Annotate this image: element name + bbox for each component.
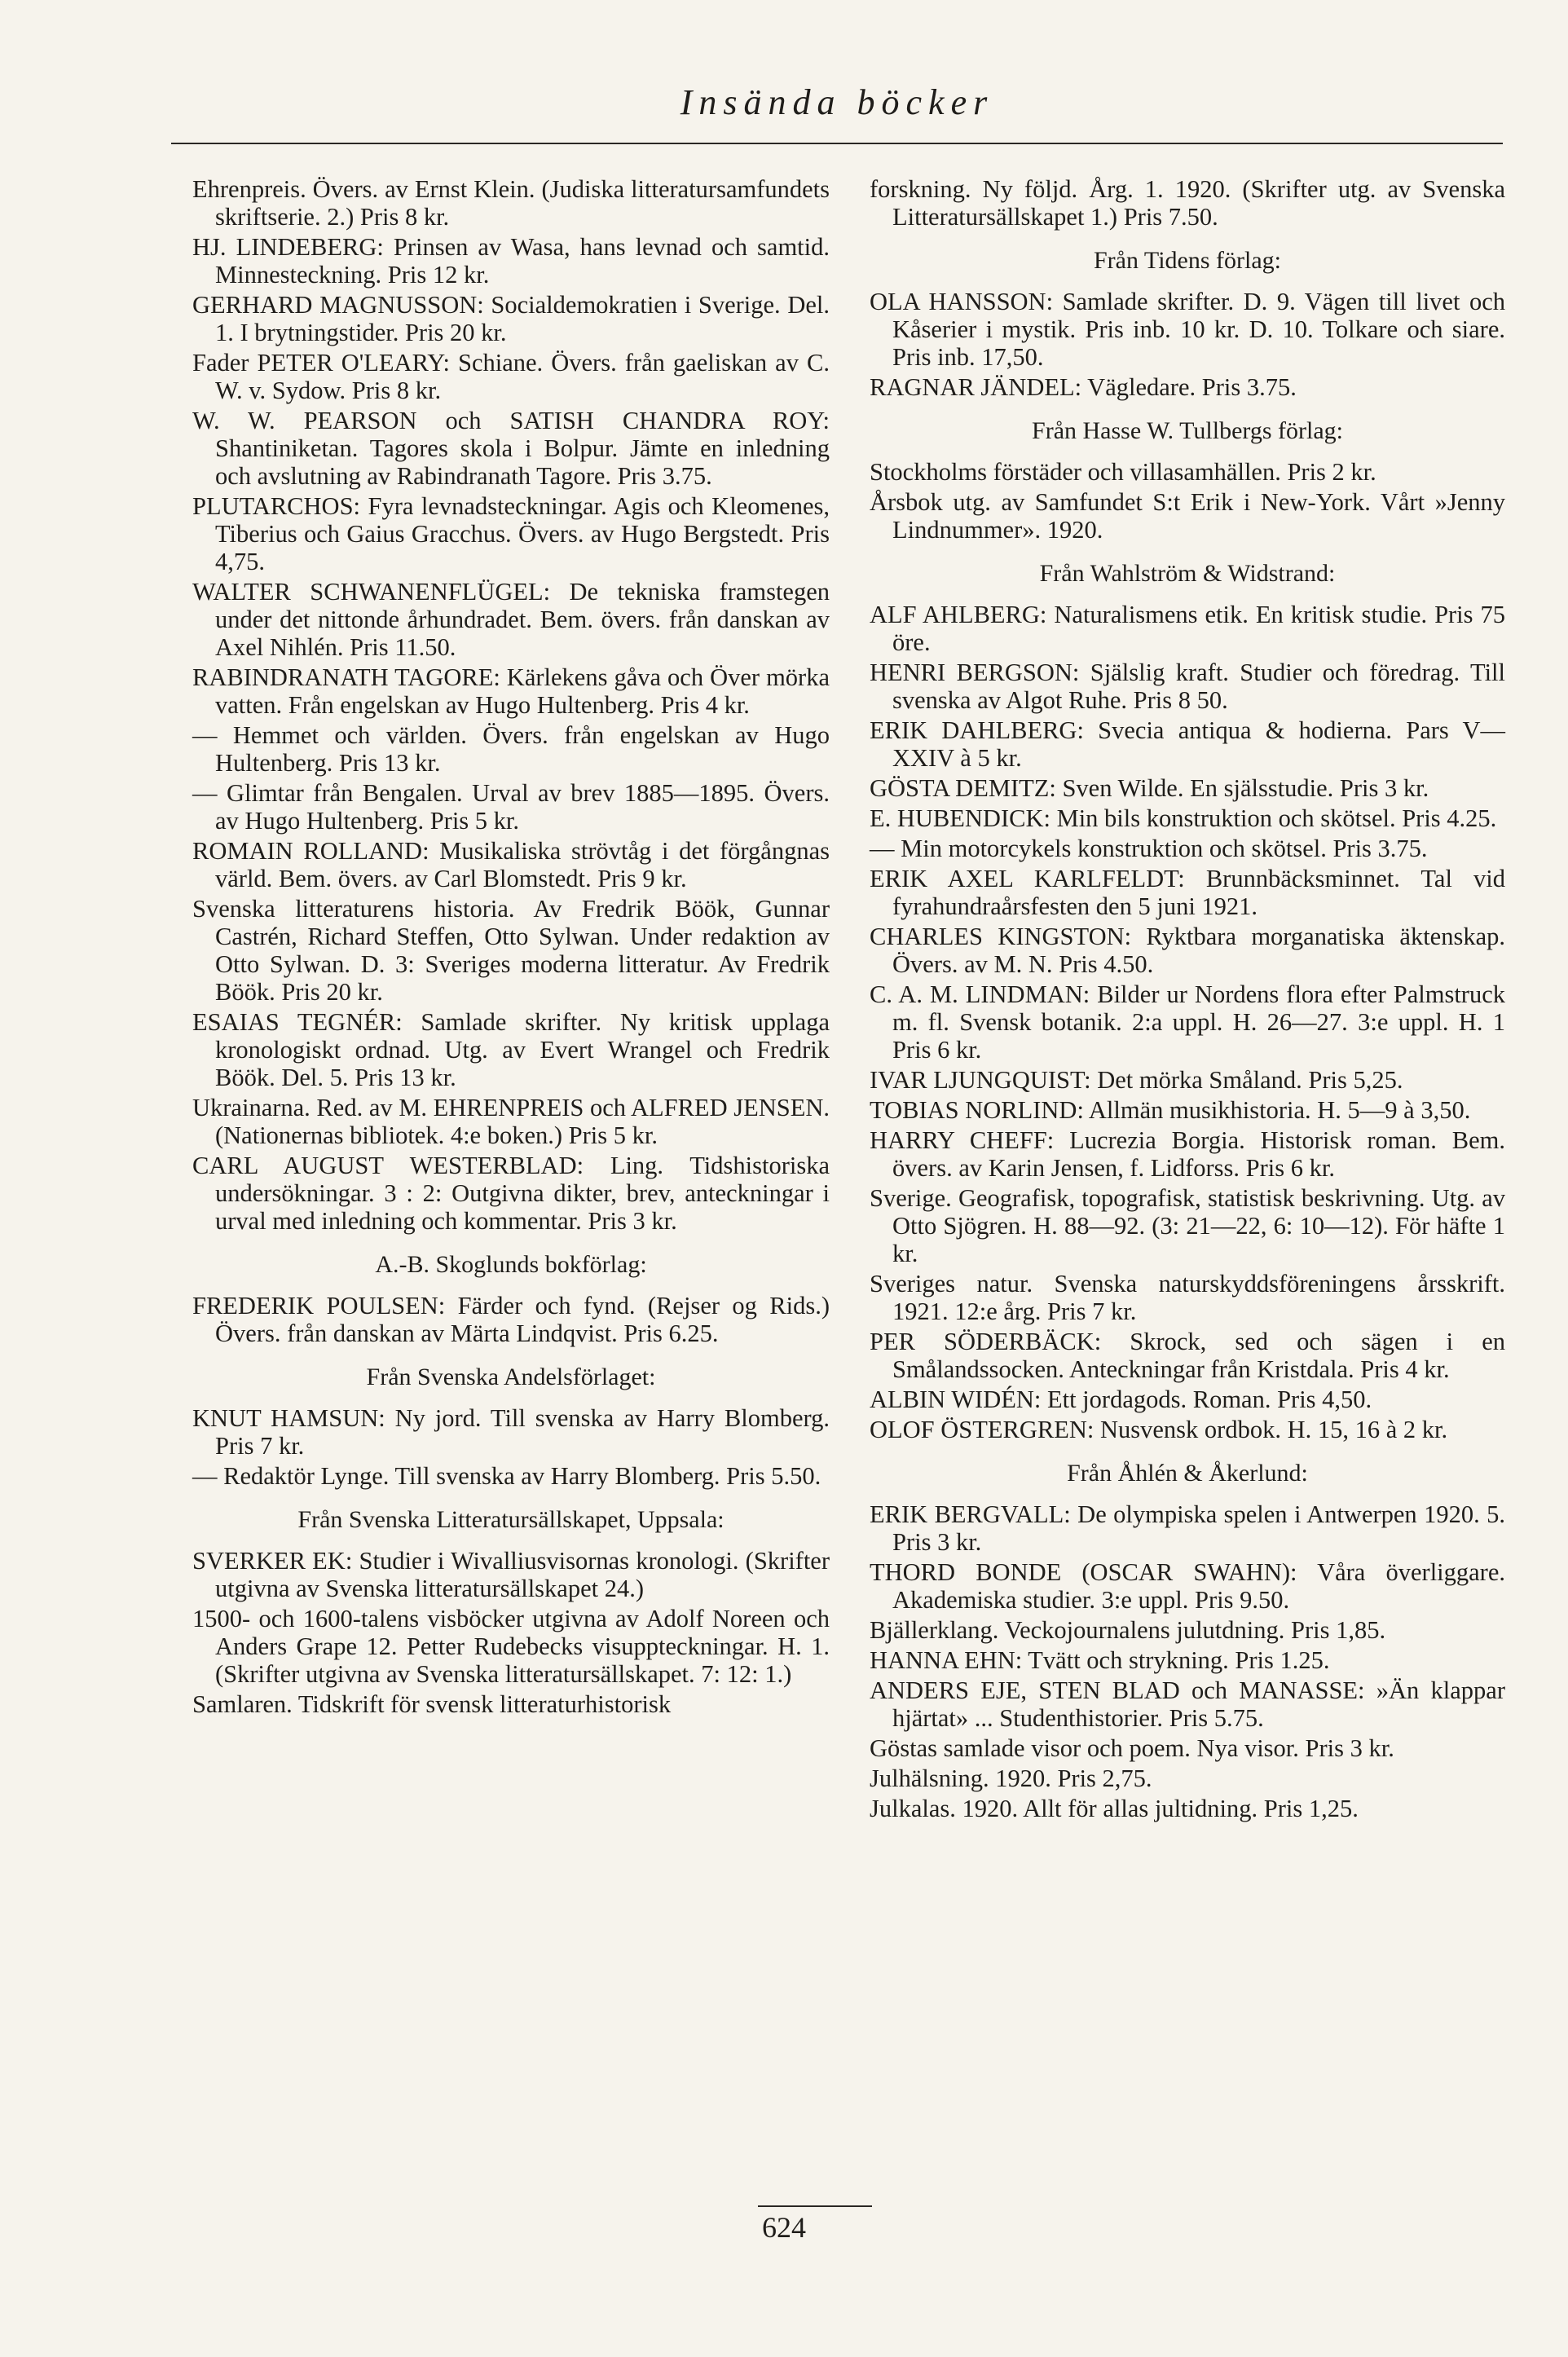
book-entry: — Redaktör Lynge. Till svenska av Harry Blomberg. Pris 5.50. bbox=[192, 1462, 821, 1490]
book-entry: Bjällerklang. Veckojournalens julutdning. Pris 1,85. bbox=[870, 1616, 1386, 1644]
book-entry: — Min motorcykels konstruktion och skötsel. Pris 3.75. bbox=[870, 835, 1428, 862]
right-column bbox=[870, 175, 1505, 1825]
left-column bbox=[192, 175, 830, 1720]
section-heading: Från Svenska Andelsförlaget: bbox=[366, 1364, 656, 1390]
book-entry: Julhälsning. 1920. Pris 2,75. bbox=[870, 1764, 1152, 1792]
book-entry: Julkalas. 1920. Allt för allas jultidning. Pris 1,25. bbox=[870, 1795, 1359, 1822]
book-entry: PER SÖDERBÄCK: Skrock, sed och sägen i en Smålandssocken. Anteckningar från Kristdala. Pris 4 kr. bbox=[870, 1328, 1505, 1383]
book-entry: HJ. LINDEBERG: Prinsen av Wasa, hans levnad och samtid. Minnesteckning. Pris 12 kr. bbox=[192, 233, 830, 289]
section-heading: Från Åhlén & Åkerlund: bbox=[1067, 1460, 1308, 1487]
book-entry: ERIK DAHLBERG: Svecia antiqua & hodierna. Pars V—XXIV à 5 kr. bbox=[870, 716, 1505, 772]
book-entry: WALTER SCHWANENFLÜGEL: De tekniska framstegen under det nittonde århundradet. Bem. övers. från danskan av Axel Nihlén. Pris 11.50. bbox=[192, 578, 830, 661]
book-entry: KNUT HAMSUN: Ny jord. Till svenska av Harry Blomberg. Pris 7 kr. bbox=[192, 1404, 830, 1460]
book-entry: — Hemmet och världen. Övers. från engelskan av Hugo Hultenberg. Pris 13 kr. bbox=[192, 721, 830, 777]
header-rule bbox=[171, 143, 1503, 144]
book-entry: PLUTARCHOS: Fyra levnadsteckningar. Agis och Kleomenes, Tiberius och Gaius Gracchus. Övers. av Hugo Bergstedt. Pris 4,75. bbox=[192, 492, 830, 575]
book-entry: 1500- och 1600-talens visböcker utgivna av Adolf Noreen och Anders Grape 12. Petter Rudebecks visuppteckningar. H. 1. (Skrifter utgivna av Svenska litteratursällskapet. 7: 12: 1.) bbox=[192, 1605, 830, 1688]
section-heading: Från Svenska Litteratursällskapet, Uppsala: bbox=[297, 1506, 725, 1533]
book-entry: ESAIAS TEGNÉR: Samlade skrifter. Ny kritisk upplaga kronologiskt ordnad. Utg. av Evert Wrangel och Fredrik Böök. Del. 5. Pris 13 kr. bbox=[192, 1008, 830, 1091]
book-entry: RAGNAR JÄNDEL: Vägledare. Pris 3.75. bbox=[870, 373, 1297, 401]
book-entry: — Glimtar från Bengalen. Urval av brev 1885—1895. Övers. av Hugo Hultenberg. Pris 5 kr. bbox=[192, 779, 830, 835]
section-heading: Från Wahlström & Widstrand: bbox=[1039, 560, 1336, 587]
book-entry: GÖSTA DEMITZ: Sven Wilde. En själsstudie. Pris 3 kr. bbox=[870, 774, 1429, 802]
book-entry: OLA HANSSON: Samlade skrifter. D. 9. Vägen till livet och Kåserier i mystik. Pris inb. 10 kr. D. 10. Tolkare och siare. Pris inb. 17,50. bbox=[870, 288, 1505, 371]
book-entry: Samlaren. Tidskrift för svensk litteraturhistorisk bbox=[192, 1690, 672, 1718]
book-entry: ERIK BERGVALL: De olympiska spelen i Antwerpen 1920. 5. Pris 3 kr. bbox=[870, 1500, 1505, 1556]
book-entry: THORD BONDE (OSCAR SWAHN): Våra överliggare. Akademiska studier. 3:e uppl. Pris 9.50. bbox=[870, 1558, 1505, 1614]
section-heading: A.-B. Skoglunds bokförlag: bbox=[375, 1251, 647, 1278]
book-entry: ANDERS EJE, STEN BLAD och MANASSE: »Än klappar hjärtat» ... Studenthistorier. Pris 5.75. bbox=[870, 1676, 1505, 1732]
book-entry: TOBIAS NORLIND: Allmän musikhistoria. H. 5—9 à 3,50. bbox=[870, 1096, 1471, 1124]
book-entry: Göstas samlade visor och poem. Nya visor. Pris 3 kr. bbox=[870, 1734, 1394, 1762]
book-entry: HARRY CHEFF: Lucrezia Borgia. Historisk roman. Bem. övers. av Karin Jensen, f. Lidforss. Pris 6 kr. bbox=[870, 1126, 1505, 1182]
book-entry: OLOF ÖSTERGREN: Nusvensk ordbok. H. 15, 16 à 2 kr. bbox=[870, 1416, 1448, 1443]
book-entry: W. W. PEARSON och SATISH CHANDRA ROY: Shantiniketan. Tagores skola i Bolpur. Jämte en inledning och avslutning av Rabindranath Tagore. Pris 3.75. bbox=[192, 407, 830, 490]
book-entry: Sverige. Geografisk, topografisk, statistisk beskrivning. Utg. av Otto Sjögren. H. 88—92. (3: 21—22, 6: 10—12). För häfte 1 kr. bbox=[870, 1184, 1505, 1267]
book-entry: ALBIN WIDÉN: Ett jordagods. Roman. Pris 4,50. bbox=[870, 1386, 1372, 1413]
section-heading: Från Hasse W. Tullbergs förlag: bbox=[1032, 417, 1343, 444]
book-entry: Stockholms förstäder och villasamhällen. Pris 2 kr. bbox=[870, 458, 1376, 486]
book-entry: Ehrenpreis. Övers. av Ernst Klein. (Judiska litteratursamfundets skriftserie. 2.) Pris 8 kr. bbox=[192, 175, 830, 231]
page-number: 624 bbox=[762, 2211, 806, 2244]
book-entry: Ukrainarna. Red. av M. EHRENPREIS och ALFRED JENSEN. (Nationernas bibliotek. 4:e boken.) Pris 5 kr. bbox=[192, 1094, 830, 1149]
book-entry: ROMAIN ROLLAND: Musikaliska strövtåg i det förgångnas värld. Bem. övers. av Carl Blomstedt. Pris 9 kr. bbox=[192, 837, 830, 892]
page-title: Insända böcker bbox=[680, 82, 994, 122]
book-entry: CHARLES KINGSTON: Ryktbara morganatiska äktenskap. Övers. av M. N. Pris 4.50. bbox=[870, 923, 1505, 978]
book-entry: HANNA EHN: Tvätt och strykning. Pris 1.25. bbox=[870, 1646, 1330, 1674]
book-entry: GERHARD MAGNUSSON: Socialdemokratien i Sverige. Del. 1. I brytningstider. Pris 20 kr. bbox=[192, 291, 830, 346]
book-entry: ERIK AXEL KARLFELDT: Brunnbäcksminnet. Tal vid fyrahundraårsfesten den 5 juni 1921. bbox=[870, 865, 1505, 920]
book-entry: CARL AUGUST WESTERBLAD: Ling. Tidshistoriska undersökningar. 3 : 2: Outgivna dikter, brev, anteckningar i urval med inledning och kommentar. Pris 3 kr. bbox=[192, 1152, 830, 1235]
book-entry: forskning. Ny följd. Årg. 1. 1920. (Skrifter utg. av Svenska Litteratursällskapet 1.) Pris 7.50. bbox=[870, 175, 1505, 231]
book-entry: SVERKER EK: Studier i Wivalliusvisornas kronologi. (Skrifter utgivna av Svenska litteratursällskapet 24.) bbox=[192, 1547, 830, 1602]
section-heading: Från Tidens förlag: bbox=[1093, 247, 1281, 274]
book-entry: IVAR LJUNGQUIST: Det mörka Småland. Pris 5,25. bbox=[870, 1066, 1403, 1094]
book-entry: Årsbok utg. av Samfundet S:t Erik i New-York. Vårt »Jenny Lindnummer». 1920. bbox=[870, 488, 1505, 544]
book-entry: E. HUBENDICK: Min bils konstruktion och skötsel. Pris 4.25. bbox=[870, 804, 1497, 832]
book-entry: FREDERIK POULSEN: Färder och fynd. (Rejser og Rids.) Övers. från danskan av Märta Lindqvist. Pris 6.25. bbox=[192, 1292, 830, 1347]
book-entry: ALF AHLBERG: Naturalismens etik. En kritisk studie. Pris 75 öre. bbox=[870, 601, 1505, 656]
book-entry: Sveriges natur. Svenska naturskyddsföreningens årsskrift. 1921. 12:e årg. Pris 7 kr. bbox=[870, 1270, 1505, 1325]
book-entry: Svenska litteraturens historia. Av Fredrik Böök, Gunnar Castrén, Richard Steffen, Otto Sylwan. Under redaktion av Otto Sylwan. D. 3: Sveriges moderna litteratur. Av Fredrik Böök. Pris 20 kr. bbox=[192, 895, 830, 1006]
book-entry: Fader PETER O'LEARY: Schiane. Övers. från gaeliskan av C. W. v. Sydow. Pris 8 kr. bbox=[192, 349, 830, 404]
footer-rule bbox=[758, 2205, 872, 2207]
book-entry: HENRI BERGSON: Själslig kraft. Studier och föredrag. Till svenska av Algot Ruhe. Pris 8 50. bbox=[870, 659, 1505, 714]
book-entry: RABINDRANATH TAGORE: Kärlekens gåva och Över mörka vatten. Från engelskan av Hugo Hultenberg. Pris 4 kr. bbox=[192, 663, 830, 719]
book-entry: C. A. M. LINDMAN: Bilder ur Nordens flora efter Palmstruck m. fl. Svensk botanik. 2:a uppl. H. 26—27. 3:e uppl. H. 1 Pris 6 kr. bbox=[870, 980, 1505, 1064]
